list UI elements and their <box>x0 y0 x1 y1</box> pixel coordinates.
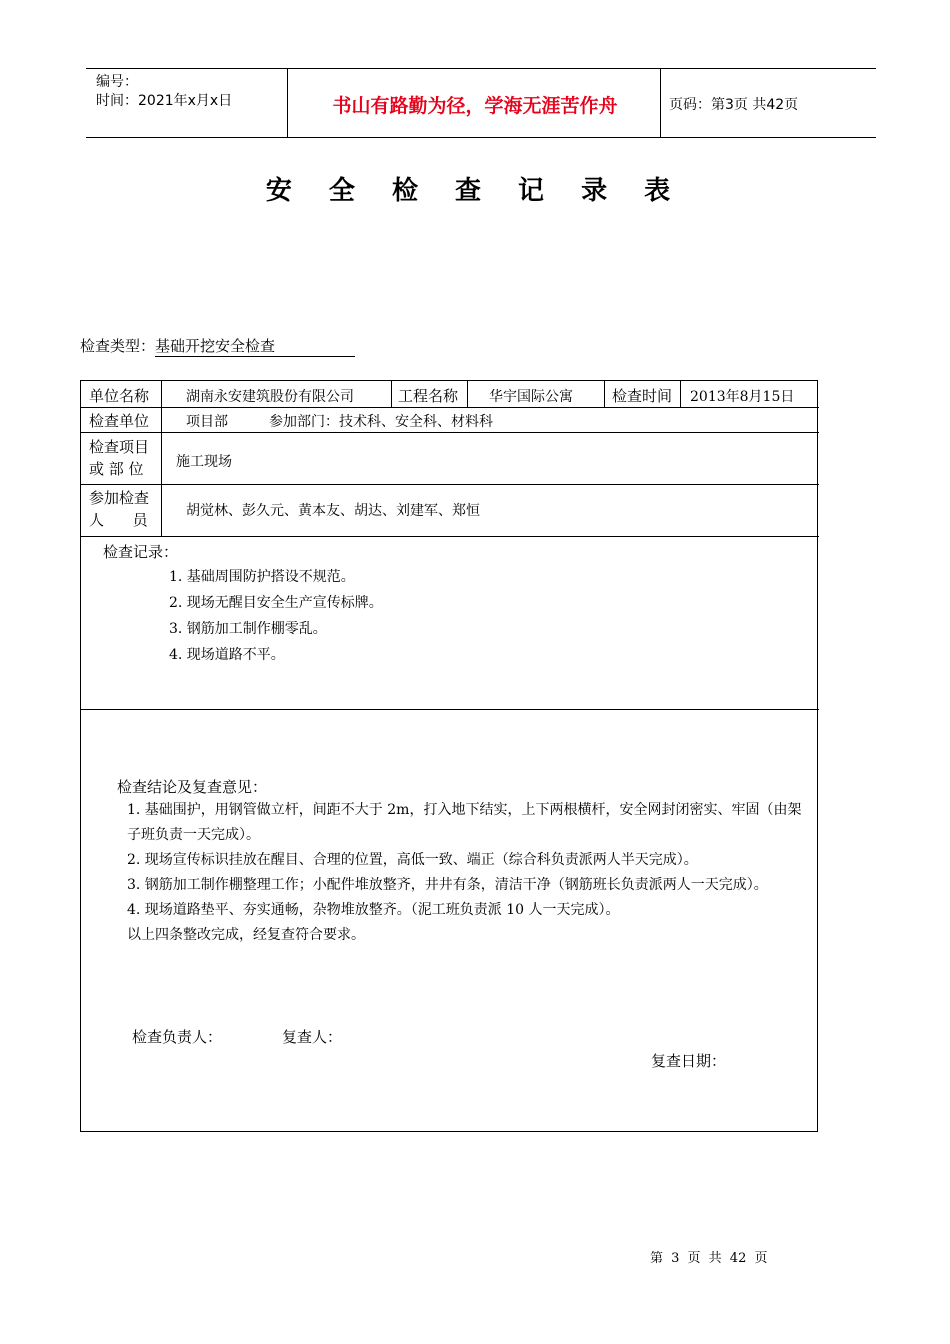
inspection-unit-label: 检查单位 <box>89 412 150 430</box>
list-item: 2. 现场无醒目安全生产宣传标牌。 <box>169 595 383 611</box>
document-time: 时间：2021年x月x日 <box>96 93 233 109</box>
unit-name-label: 单位名称 <box>89 387 150 405</box>
list-item: 3. 钢筋加工制作棚整理工作；小配件堆放整齐，井井有条，清洁干净（钢筋班长负责派两人一天完成）。 <box>127 877 768 893</box>
review-date-label: 复查日期： <box>651 1052 727 1070</box>
inspection-time-value: 2013年8月15日 <box>690 389 795 405</box>
category-value: 基础开挖安全检查 <box>155 335 355 357</box>
inspection-category <box>80 335 355 357</box>
form-rule <box>81 709 819 710</box>
list-item: 4. 现场道路不平。 <box>169 647 285 663</box>
unit-name-value: 湖南永安建筑股份有限公司 <box>186 389 354 405</box>
inspection-item-label: 检查项目 或 部 位 <box>89 438 150 478</box>
conclusion-list <box>127 798 807 948</box>
document-number: 编号： <box>96 74 138 90</box>
dept-value: 技术科、安全科、材料科 <box>339 414 493 430</box>
header-motto: 书山有路勤为径，学海无涯苦作舟 <box>332 95 618 117</box>
form-rule <box>81 407 819 408</box>
form-rule <box>391 381 392 407</box>
conclusion-label: 检查结论及复查意见： <box>117 778 268 796</box>
participants-value: 胡觉林、彭久元、黄本友、胡达、刘建军、郑恒 <box>186 503 480 519</box>
reviewer-label: 复查人： <box>282 1028 343 1046</box>
participants-label: 参加检查 人 员 <box>89 489 150 529</box>
participating-dept <box>269 411 493 431</box>
project-name-label: 工程名称 <box>398 387 459 405</box>
inspector-label: 检查负责人： <box>132 1028 223 1046</box>
form-rule <box>161 381 162 536</box>
page-footer: 第 3 页 共 42 页 <box>650 1251 768 1266</box>
inspection-item-value: 施工现场 <box>176 454 232 470</box>
list-item: 2. 现场宣传标识挂放在醒目、合理的位置，高低一致、端正（综合科负责派两人半天完成）。 <box>127 852 698 868</box>
inspection-unit-value: 项目部 <box>186 414 228 430</box>
form-rule <box>81 432 819 433</box>
dept-label: 参加部门： <box>269 414 339 430</box>
project-name-value: 华宇国际公寓 <box>489 389 573 405</box>
header-meta <box>96 73 232 111</box>
page-title: 安 全 检 查 记 录 表 <box>265 176 685 206</box>
category-label: 检查类型： <box>80 337 156 355</box>
list-item: 以上四条整改完成，经复查符合要求。 <box>127 927 365 943</box>
header-divider <box>287 69 288 137</box>
record-list <box>169 564 383 668</box>
header-page-number: 页码：第3页 共42页 <box>669 97 799 113</box>
form-rule <box>604 381 605 407</box>
list-item: 1. 基础围护，用钢管做立杆，间距不大于 2m，打入地下结实，上下两根横杆，安全网封闭密实、牢固（由架子班负责一天完成）。 <box>127 802 802 843</box>
form-rule <box>680 381 681 407</box>
list-item: 3. 钢筋加工制作棚零乱。 <box>169 621 327 637</box>
list-item: 1. 基础周围防护搭设不规范。 <box>169 569 355 585</box>
record-label: 检查记录： <box>103 543 179 561</box>
form-rule <box>81 484 819 485</box>
list-item: 4. 现场道路垫平、夯实通畅，杂物堆放整齐。（泥工班负责派 10 人一天完成）。 <box>127 902 620 918</box>
form-rule <box>467 381 468 407</box>
inspection-form <box>80 380 818 1132</box>
form-rule <box>81 536 819 537</box>
inspection-time-label: 检查时间 <box>612 387 673 405</box>
page-header <box>86 68 876 138</box>
